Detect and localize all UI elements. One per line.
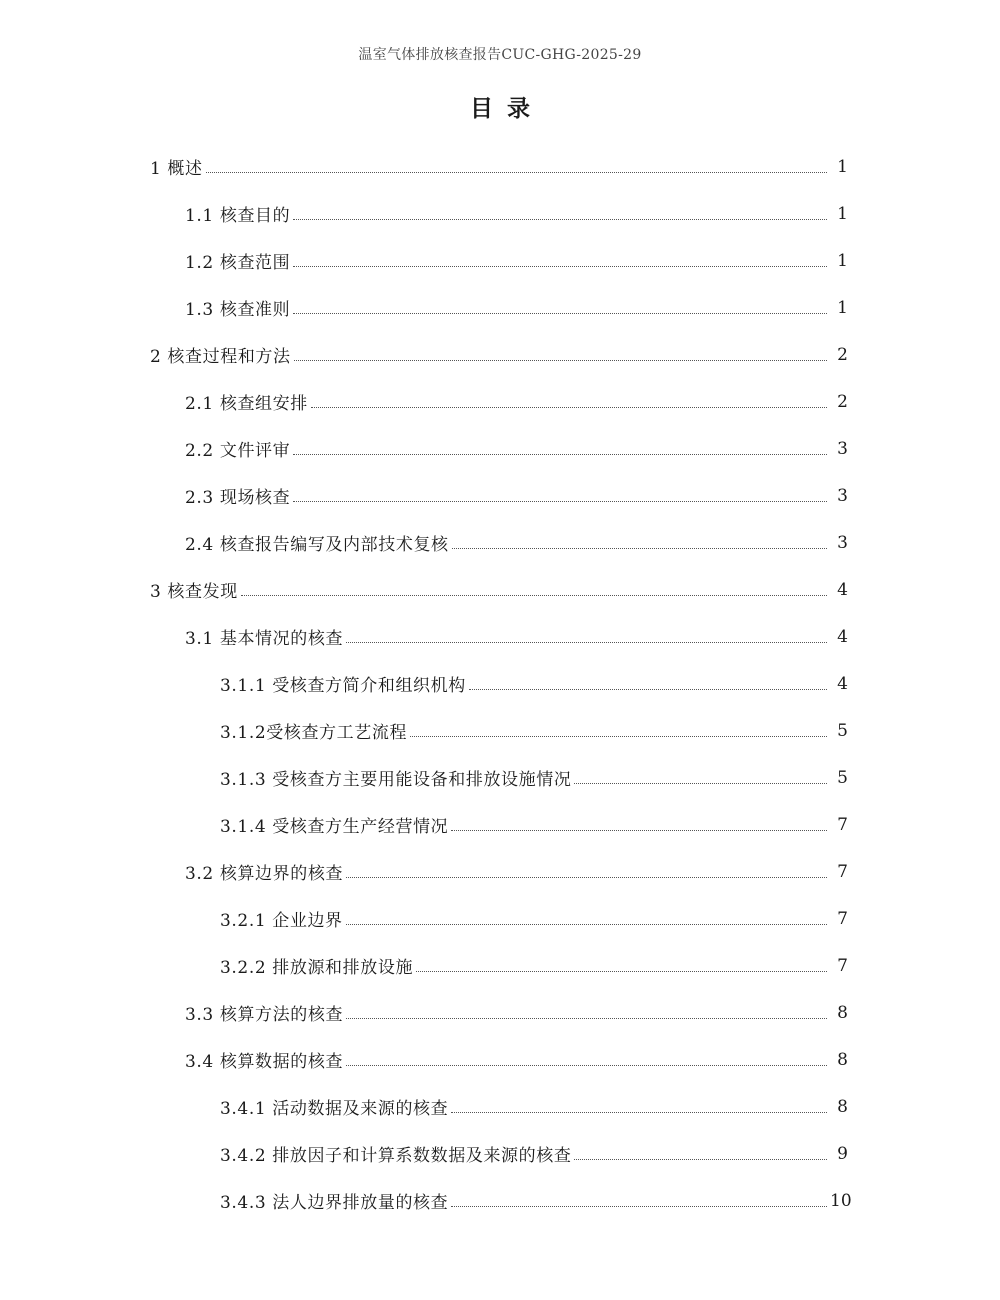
toc-entry-label: 2.3 现场核查: [185, 488, 291, 508]
toc-entry[interactable]: [0, 519, 1000, 566]
toc-dot-leader: [574, 1159, 827, 1160]
toc-entry-page-number: 2: [837, 344, 848, 365]
toc-entry-page-number: 5: [837, 720, 848, 741]
toc-entry[interactable]: [0, 1083, 1000, 1130]
toc-entry-page-number: 8: [837, 1049, 848, 1070]
toc-entry-label: 3.4.2 排放因子和计算系数数据及来源的核查: [220, 1146, 572, 1166]
page-header: 温室气体排放核查报告CUC-GHG-2025-29: [358, 47, 642, 63]
table-of-contents: [0, 143, 1000, 1224]
toc-entry-label: 3.1.2受核查方工艺流程: [220, 723, 408, 743]
toc-dot-leader: [293, 219, 827, 220]
toc-entry[interactable]: [0, 378, 1000, 425]
toc-entry-label: 1.3 核查准则: [185, 300, 291, 320]
toc-entry-page-number: 1: [837, 203, 848, 224]
toc-dot-leader: [574, 783, 827, 784]
toc-entry-label: 3.2.1 企业边界: [220, 911, 343, 931]
toc-dot-leader: [346, 1065, 827, 1066]
toc-entry-label: 2.1 核查组安排: [185, 394, 308, 414]
toc-entry-page-number: 5: [837, 767, 848, 788]
toc-entry[interactable]: [0, 895, 1000, 942]
toc-entry[interactable]: [0, 472, 1000, 519]
toc-entry-page-number: 4: [837, 579, 848, 600]
toc-dot-leader: [346, 877, 827, 878]
toc-entry-page-number: 3: [837, 485, 848, 506]
toc-dot-leader: [346, 642, 827, 643]
toc-dot-leader: [416, 971, 827, 972]
toc-entry-label: 2.2 文件评审: [185, 441, 291, 461]
toc-entry-label: 3.4.3 法人边界排放量的核查: [220, 1193, 449, 1213]
toc-entry[interactable]: [0, 660, 1000, 707]
toc-entry-page-number: 10: [830, 1190, 852, 1211]
toc-entry-label: 3.2 核算边界的核查: [185, 864, 344, 884]
toc-entry[interactable]: [0, 425, 1000, 472]
toc-entry-page-number: 8: [837, 1096, 848, 1117]
toc-entry[interactable]: [0, 801, 1000, 848]
toc-entry-page-number: 4: [837, 626, 848, 647]
toc-entry[interactable]: [0, 1177, 1000, 1224]
toc-dot-leader: [241, 595, 827, 596]
toc-dot-leader: [451, 830, 827, 831]
toc-entry-label: 3 核查发现: [150, 582, 238, 602]
toc-entry[interactable]: [0, 284, 1000, 331]
toc-entry-page-number: 8: [837, 1002, 848, 1023]
toc-entry[interactable]: [0, 190, 1000, 237]
toc-entry[interactable]: [0, 1130, 1000, 1177]
toc-entry-label: 3.1.1 受核查方简介和组织机构: [220, 676, 466, 696]
toc-entry-label: 3.4 核算数据的核查: [185, 1052, 344, 1072]
toc-entry-page-number: 4: [837, 673, 848, 694]
toc-entry-label: 3.3 核算方法的核查: [185, 1005, 344, 1025]
toc-entry-page-number: 7: [837, 814, 848, 835]
toc-dot-leader: [311, 407, 827, 408]
toc-entry[interactable]: [0, 613, 1000, 660]
toc-entry[interactable]: [0, 331, 1000, 378]
toc-entry[interactable]: [0, 848, 1000, 895]
toc-entry-page-number: 1: [837, 250, 848, 271]
toc-entry-page-number: 1: [837, 297, 848, 318]
toc-entry-label: 3.1 基本情况的核查: [185, 629, 344, 649]
toc-dot-leader: [410, 736, 827, 737]
toc-dot-leader: [451, 1112, 827, 1113]
toc-entry[interactable]: [0, 566, 1000, 613]
toc-entry-page-number: 3: [837, 532, 848, 553]
toc-entry[interactable]: [0, 707, 1000, 754]
toc-entry[interactable]: [0, 942, 1000, 989]
toc-entry-page-number: 2: [837, 391, 848, 412]
toc-entry-page-number: 9: [837, 1143, 848, 1164]
toc-dot-leader: [294, 360, 827, 361]
toc-dot-leader: [346, 924, 827, 925]
toc-dot-leader: [293, 501, 827, 502]
toc-entry-page-number: 7: [837, 908, 848, 929]
toc-entry-label: 3.1.3 受核查方主要用能设备和排放设施情况: [220, 770, 572, 790]
toc-entry-page-number: 7: [837, 955, 848, 976]
toc-entry-label: 1 概述: [150, 159, 203, 179]
toc-dot-leader: [452, 548, 827, 549]
toc-dot-leader: [206, 172, 827, 173]
toc-dot-leader: [293, 454, 827, 455]
toc-entry-label: 1.1 核查目的: [185, 206, 291, 226]
toc-entry-page-number: 7: [837, 861, 848, 882]
toc-entry[interactable]: [0, 237, 1000, 284]
toc-entry-label: 3.1.4 受核查方生产经营情况: [220, 817, 449, 837]
toc-dot-leader: [293, 313, 827, 314]
toc-entry[interactable]: [0, 1036, 1000, 1083]
toc-entry-page-number: 1: [837, 156, 848, 177]
toc-entry[interactable]: [0, 989, 1000, 1036]
toc-entry-page-number: 3: [837, 438, 848, 459]
toc-dot-leader: [346, 1018, 827, 1019]
toc-entry-label: 3.2.2 排放源和排放设施: [220, 958, 414, 978]
toc-entry-label: 2.4 核查报告编写及内部技术复核: [185, 535, 449, 555]
toc-entry[interactable]: [0, 754, 1000, 801]
toc-entry-label: 3.4.1 活动数据及来源的核查: [220, 1099, 449, 1119]
page-title: 目录: [470, 95, 544, 122]
toc-dot-leader: [293, 266, 827, 267]
toc-entry[interactable]: [0, 143, 1000, 190]
toc-dot-leader: [451, 1206, 827, 1207]
toc-dot-leader: [469, 689, 827, 690]
toc-entry-label: 2 核查过程和方法: [150, 347, 291, 367]
toc-entry-label: 1.2 核查范围: [185, 253, 291, 273]
